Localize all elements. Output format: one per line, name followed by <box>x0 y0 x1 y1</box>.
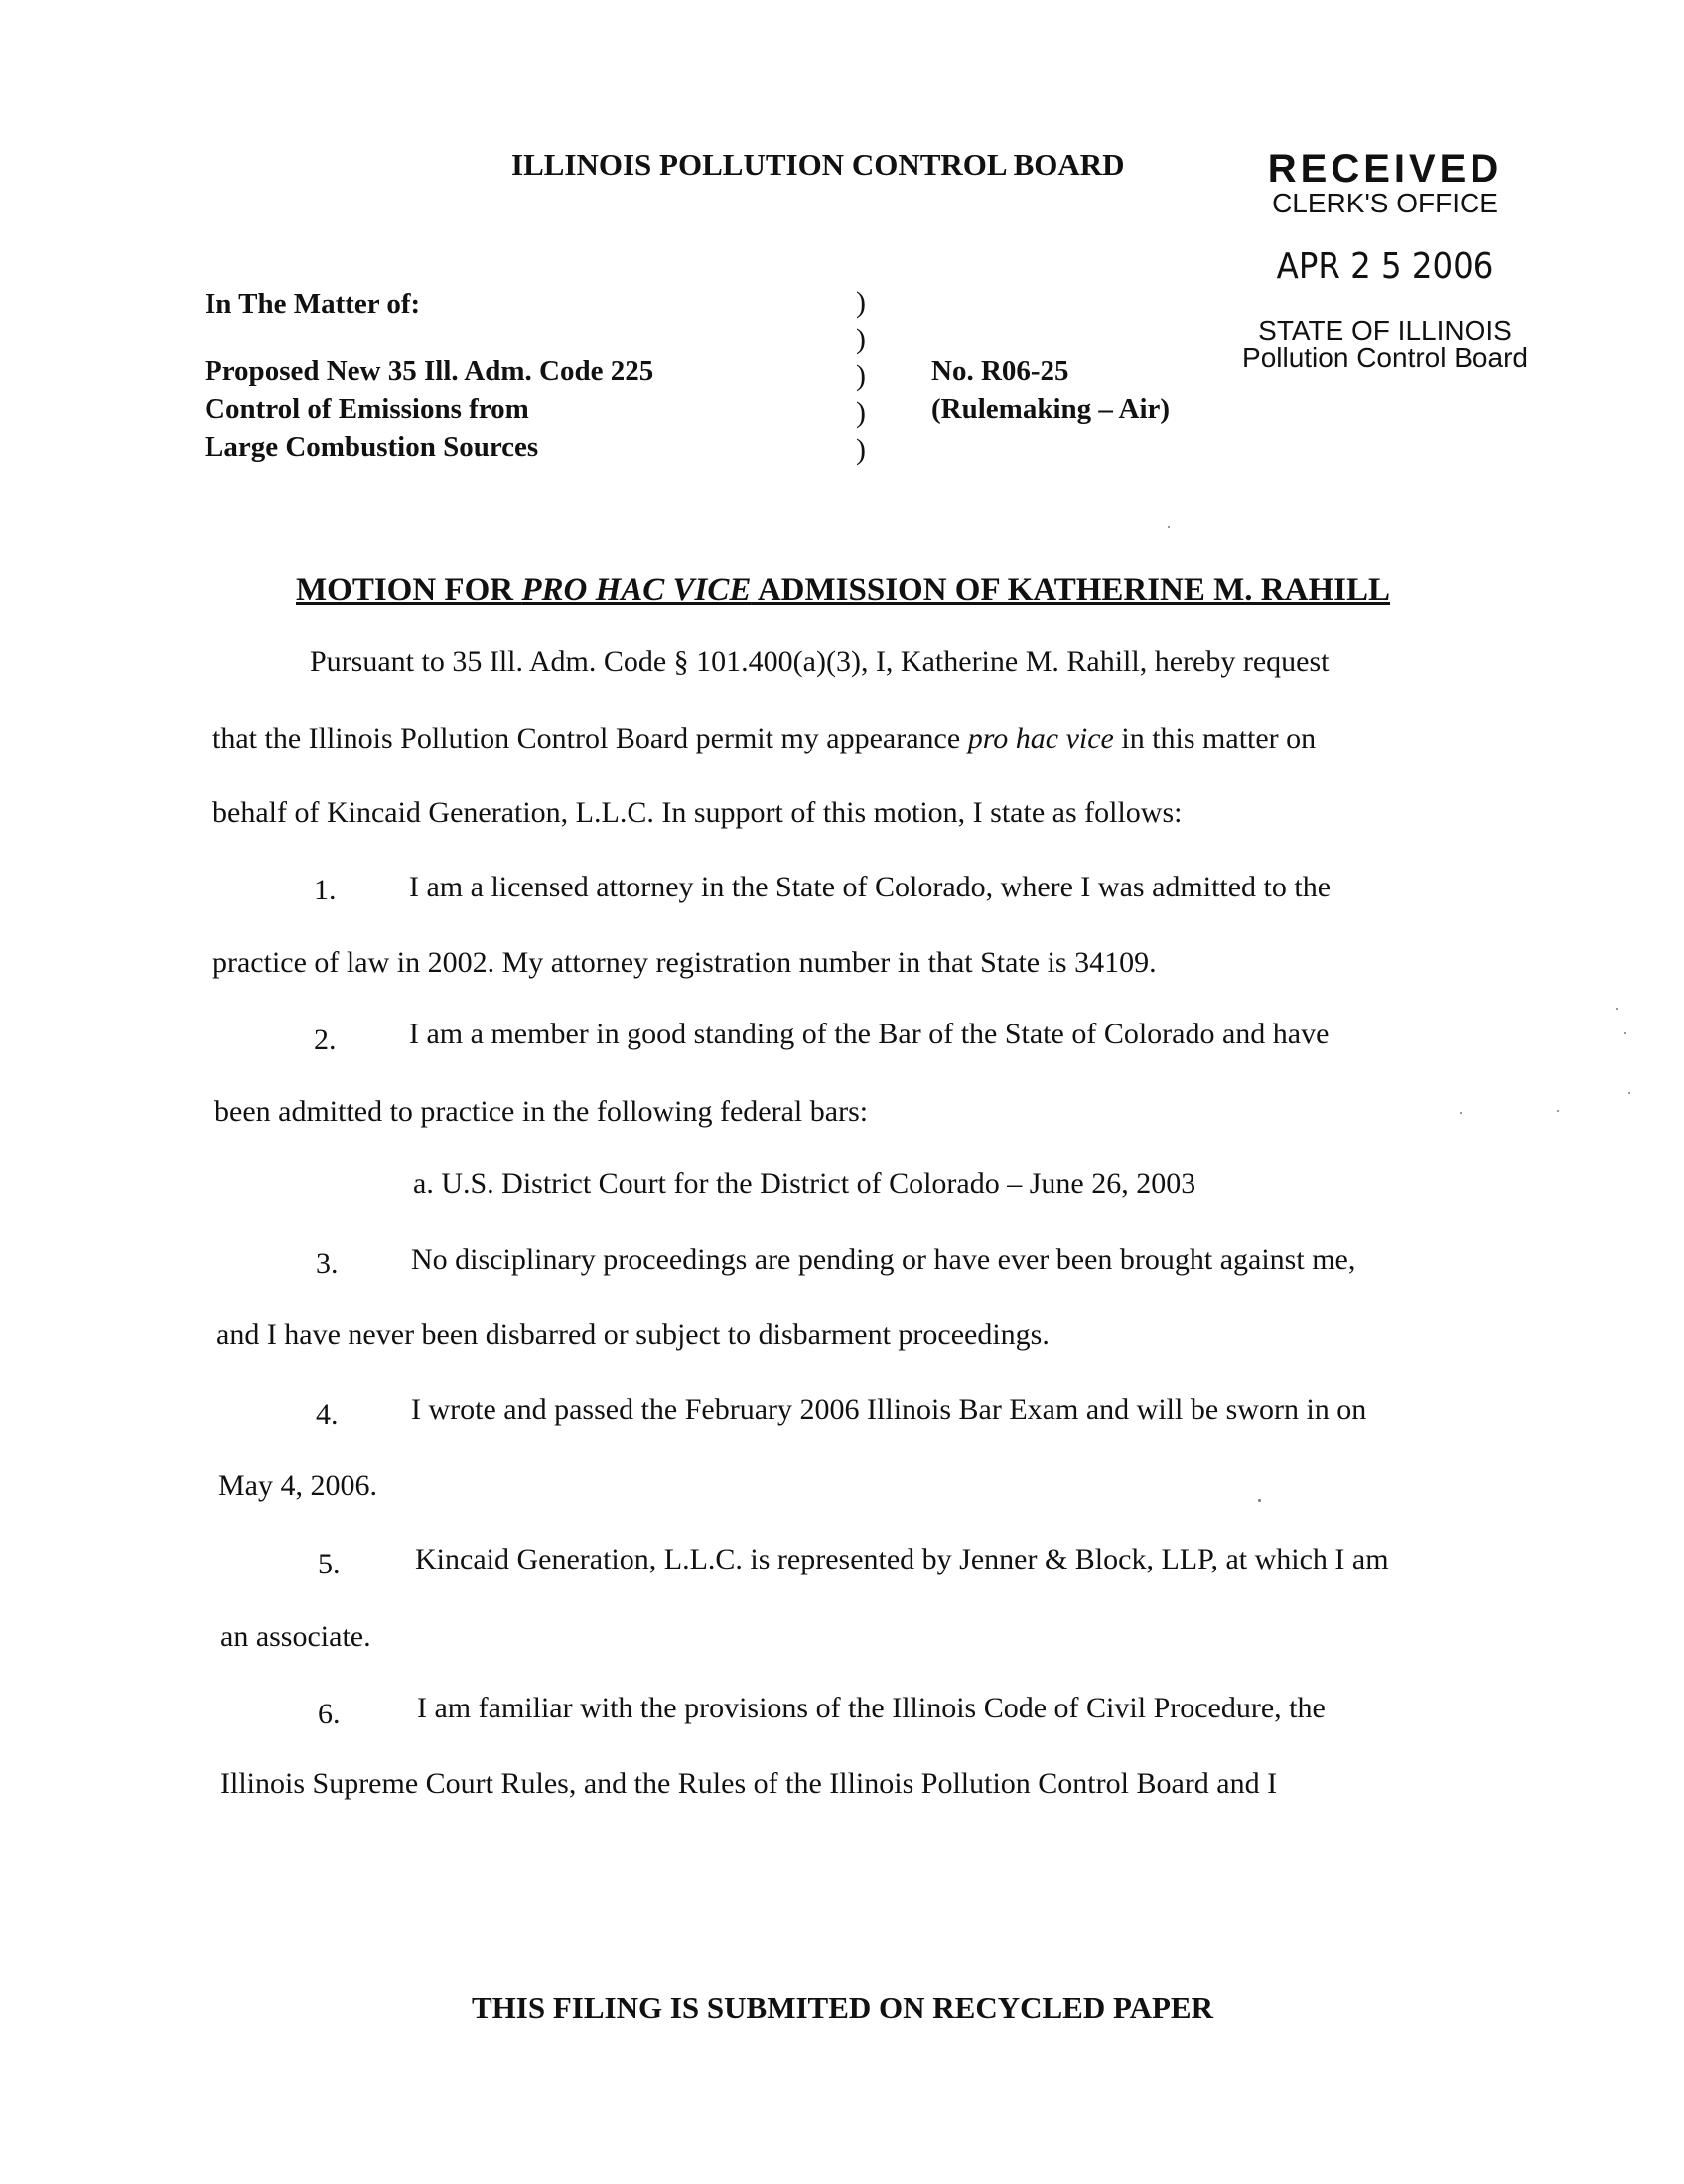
caption-paren: ) <box>856 323 866 355</box>
item-2-line-2: been admitted to practice in the following federal bars: <box>214 1095 869 1128</box>
docket-number: No. R06-25 <box>931 355 1069 387</box>
scan-speck <box>1168 526 1170 528</box>
scan-speck <box>1258 1499 1261 1502</box>
item-6-line-1: I am familiar with the provisions of the Illinois Code of Civil Procedure, the <box>417 1692 1326 1724</box>
scan-speck <box>1616 1008 1618 1010</box>
item-3-line-1: No disciplinary proceedings are pending or have ever been brought against me, <box>411 1243 1356 1276</box>
item-number: 5. <box>318 1548 341 1580</box>
scan-speck <box>1624 1032 1626 1034</box>
item-number: 2. <box>314 1024 337 1056</box>
item-2-line-1: I am a member in good standing of the Bar of the State of Colorado and have <box>409 1018 1330 1050</box>
caption-paren: ) <box>856 359 866 392</box>
caption-line-3: Large Combustion Sources <box>205 431 539 463</box>
item-3-line-2: and I have never been disbarred or subject to disbarment proceedings. <box>216 1318 1050 1351</box>
item-number: 6. <box>318 1698 341 1730</box>
item-4-line-2: May 4, 2006. <box>218 1469 377 1502</box>
intro-line-2-italic: pro hac vice <box>967 722 1114 754</box>
item-4-line-1: I wrote and passed the February 2006 Illinois Bar Exam and will be sworn in on <box>411 1393 1367 1426</box>
scan-speck <box>1628 1092 1630 1094</box>
item-number: 4. <box>316 1398 339 1431</box>
stamp-board: Pollution Control Board <box>1242 342 1528 374</box>
caption-line-1: Proposed New 35 Ill. Adm. Code 225 <box>205 355 654 387</box>
caption-paren: ) <box>856 433 866 466</box>
title-italic: PRO HAC VICE <box>521 572 752 608</box>
item-number: 3. <box>316 1247 339 1280</box>
intro-line-2-a: that the Illinois Pollution Control Board permit my appearance <box>212 722 968 754</box>
stamp-date: APR 2 5 2006 <box>1276 246 1494 288</box>
item-1-line-1: I am a licensed attorney in the State of Colorado, where I was admitted to the <box>409 871 1332 903</box>
recycled-paper-footer: THIS FILING IS SUBMITED ON RECYCLED PAPER <box>472 1990 1213 2025</box>
item-1-line-2: practice of law in 2002. My attorney registration number in that State is 34109. <box>212 946 1157 979</box>
caption-line-2: Control of Emissions from <box>205 393 529 425</box>
item-5-line-1: Kincaid Generation, L.L.C. is represented by Jenner & Block, LLP, at which I am <box>415 1543 1389 1575</box>
intro-line-1: Pursuant to 35 Ill. Adm. Code § 101.400(a)(3), I, Katherine M. Rahill, hereby request <box>310 645 1330 678</box>
item-6-line-2: Illinois Supreme Court Rules, and the Rules of the Illinois Pollution Control Board and I <box>220 1767 1278 1800</box>
board-title: ILLINOIS POLLUTION CONTROL BOARD <box>511 147 1125 182</box>
title-prefix: MOTION FOR <box>296 572 522 608</box>
intro-line-2-b: in this matter on <box>1113 722 1317 754</box>
scan-speck <box>1460 1112 1462 1114</box>
item-2a: a. U.S. District Court for the District of Colorado – June 26, 2003 <box>413 1167 1196 1200</box>
title-suffix: ADMISSION OF KATHERINE M. RAHILL <box>751 572 1390 608</box>
docket-type: (Rulemaking – Air) <box>931 393 1171 425</box>
scan-speck <box>1557 1110 1559 1112</box>
intro-line-2 <box>212 722 1316 755</box>
received-stamp <box>1206 149 1564 372</box>
intro-line-3: behalf of Kincaid Generation, L.L.C. In support of this motion, I state as follows: <box>212 796 1183 829</box>
motion-title <box>296 572 1390 609</box>
caption-paren: ) <box>856 396 866 429</box>
stamp-received: RECEIVED <box>1267 147 1503 191</box>
caption-paren: ) <box>856 286 866 319</box>
stamp-clerk-office: CLERK'S OFFICE <box>1272 188 1498 218</box>
caption-matter-label: In The Matter of: <box>205 288 421 320</box>
item-5-line-2: an associate. <box>220 1620 371 1653</box>
stamp-state: STATE OF ILLINOIS <box>1258 315 1512 346</box>
item-number: 1. <box>314 874 337 906</box>
